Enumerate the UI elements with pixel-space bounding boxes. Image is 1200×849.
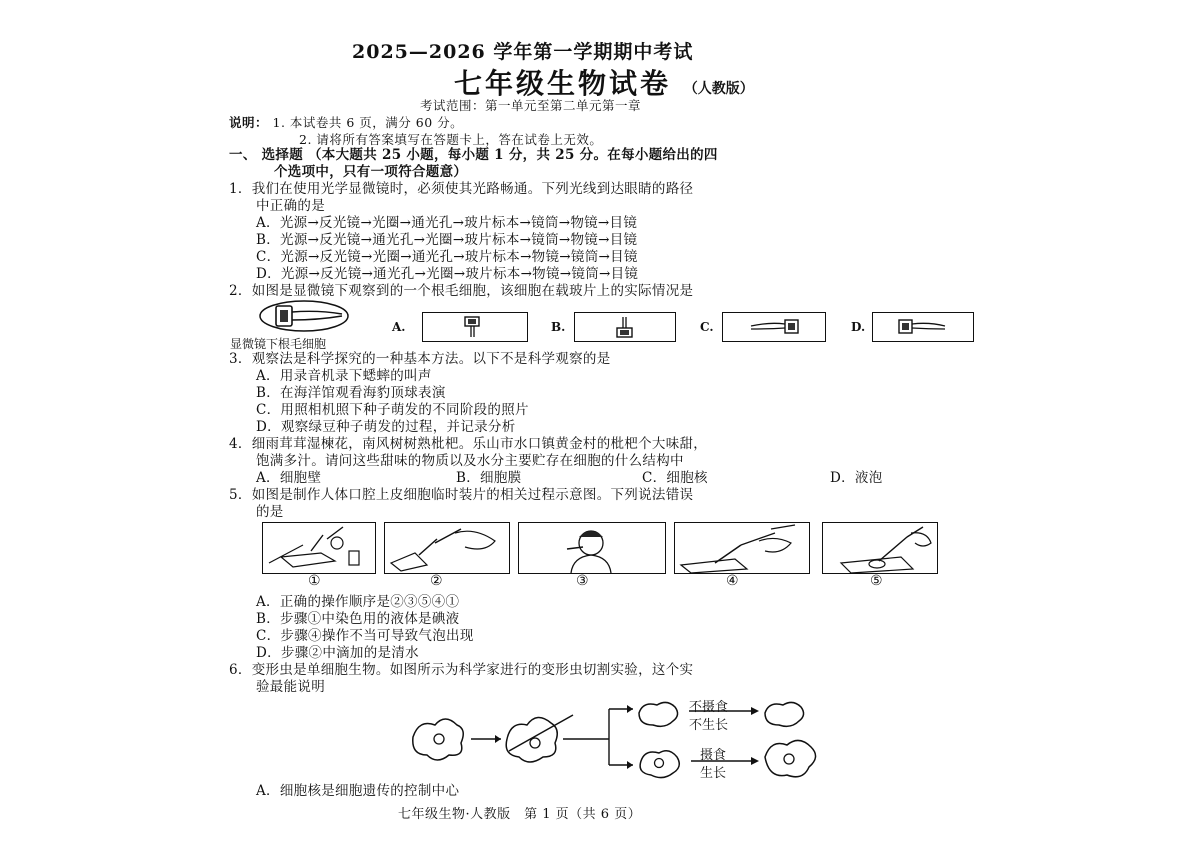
q2-label-c: C. [700, 320, 714, 334]
step-4-label: ④ [726, 573, 739, 589]
note-2: 2. 请将所有答案填写在答题卡上，答在试卷上无效。 [299, 132, 603, 147]
q1-option-c: C．光源→反光镜→光圈→通光孔→玻片标本→物镜→镜筒→目镜 [256, 249, 638, 265]
q1-option-b: B．光源→反光镜→通光孔→光圈→玻片标本→镜筒→物镜→目镜 [256, 232, 638, 248]
q4-option-d: D．液泡 [830, 470, 883, 486]
q6-option-a: A．细胞核是细胞遗传的控制中心 [256, 783, 460, 799]
q3-stem: 3．观察法是科学探究的一种基本方法。以下不是科学观察的是 [229, 351, 611, 367]
section-heading-line2: 个选项中，只有一项符合题意） [274, 164, 468, 180]
q3-option-b: B．在海洋馆观看海豹顶球表演 [256, 385, 446, 401]
q2-option-d-box [872, 312, 974, 342]
q4-stem-1: 4．细雨茸茸湿楝花，南风树树熟枇杷。乐山市水口镇黄金村的枇杷个大味甜， [229, 436, 708, 452]
q3-option-a: A．用录音机录下蟋蟀的叫声 [256, 368, 432, 384]
q1-option-a: A．光源→反光镜→光圈→通光孔→玻片标本→镜筒→物镜→目镜 [256, 215, 638, 231]
drop-water-figure [385, 523, 509, 573]
q1-stem-2: 中正确的是 [256, 198, 325, 214]
upper-no-grow-label: 不生长 [689, 718, 729, 733]
cell-upright-figure [463, 316, 487, 338]
q1-stem-1: 1．我们在使用光学显微镜时，必须使其光路畅通。下列光线到达眼睛的路径 [229, 181, 694, 197]
step-5-label: ⑤ [870, 573, 883, 589]
q1-option-d: D．光源→反光镜→通光孔→光圈→玻片标本→物镜→镜筒→目镜 [256, 266, 639, 282]
cell-inverted-figure [613, 316, 637, 338]
q5-option-a: A．正确的操作顺序是②③⑤④① [256, 594, 460, 610]
q6-stem-2: 验最能说明 [256, 679, 325, 695]
step-5-figure [822, 522, 938, 574]
cell-right-figure [749, 318, 801, 336]
q6-stem-1: 6．变形虫是单细胞生物。如图所示为科学家进行的变形虫切割实验，这个实 [229, 662, 694, 678]
exam-title: 2025—2026 学年第一学期期中考试 [352, 41, 694, 63]
q2-option-c-box [722, 312, 826, 342]
q2-label-a: A. [392, 320, 406, 334]
q5-stem-1: 5．如图是制作人体口腔上皮细胞临时装片的相关过程示意图。下列说法错误 [229, 487, 694, 503]
q5-option-b: B．步骤①中染色用的液体是碘液 [256, 611, 460, 627]
step-4-figure [674, 522, 810, 574]
lower-feed-label: 摄食 [700, 748, 727, 763]
q4-option-b: B．细胞膜 [456, 470, 522, 486]
q2-option-a-box [422, 312, 528, 342]
cover-slip-figure [675, 523, 809, 573]
q5-option-d: D．步骤②中滴加的是清水 [256, 645, 419, 661]
q3-option-d: D．观察绿豆种子萌发的过程，并记录分析 [256, 419, 516, 435]
q2-caption: 显微镜下根毛细胞 [230, 337, 327, 351]
edition-label: （人教版） [683, 81, 754, 97]
note-line-1 [229, 113, 463, 131]
q4-stem-2: 饱满多汁。请问这些甜味的物质以及水分主要贮存在细胞的什么结构中 [256, 453, 684, 469]
page-footer: 七年级生物·人教版 第 1 页（共 6 页） [398, 807, 642, 822]
amoeba-experiment-diagram [405, 695, 825, 781]
stain-dropper-figure [263, 523, 375, 573]
root-hair-cell-figure [258, 300, 350, 334]
section-heading-line1: 一、 选择题 （本大题共 25 小题，每小题 1 分，共 25 分。在每小题给出的四 [229, 147, 718, 163]
q5-option-c: C．步骤④操作不当可导致气泡出现 [256, 628, 474, 644]
q5-stem-2: 的是 [256, 504, 284, 520]
note-label: 说明： [229, 115, 269, 130]
scrape-cheek-figure [519, 523, 665, 573]
lower-grow-label: 生长 [700, 766, 727, 781]
step-2-figure [384, 522, 510, 574]
step-3-label: ③ [576, 573, 589, 589]
upper-no-feed-label: 不摄食 [689, 700, 729, 715]
cell-left-figure [897, 318, 949, 336]
step-1-label: ① [308, 573, 321, 589]
step-3-figure [518, 522, 666, 574]
q2-stem: 2．如图是显微镜下观察到的一个根毛细胞，该细胞在载玻片上的实际情况是 [229, 283, 694, 299]
q2-option-b-box [574, 312, 676, 342]
note-1: 1. 本试卷共 6 页，满分 60 分。 [272, 115, 464, 130]
q2-label-d: D. [851, 320, 866, 334]
q4-option-c: C．细胞核 [642, 470, 708, 486]
exam-scope: 考试范围：第一单元至第二单元第一章 [420, 98, 642, 113]
paper-title-text: 七年级生物试卷 [454, 67, 672, 100]
step-1-figure [262, 522, 376, 574]
q4-option-a: A．细胞壁 [256, 470, 322, 486]
q2-label-b: B. [551, 320, 566, 334]
q3-option-c: C．用照相机照下种子萌发的不同阶段的照片 [256, 402, 529, 418]
step-2-label: ② [430, 573, 443, 589]
smear-figure [823, 523, 937, 573]
